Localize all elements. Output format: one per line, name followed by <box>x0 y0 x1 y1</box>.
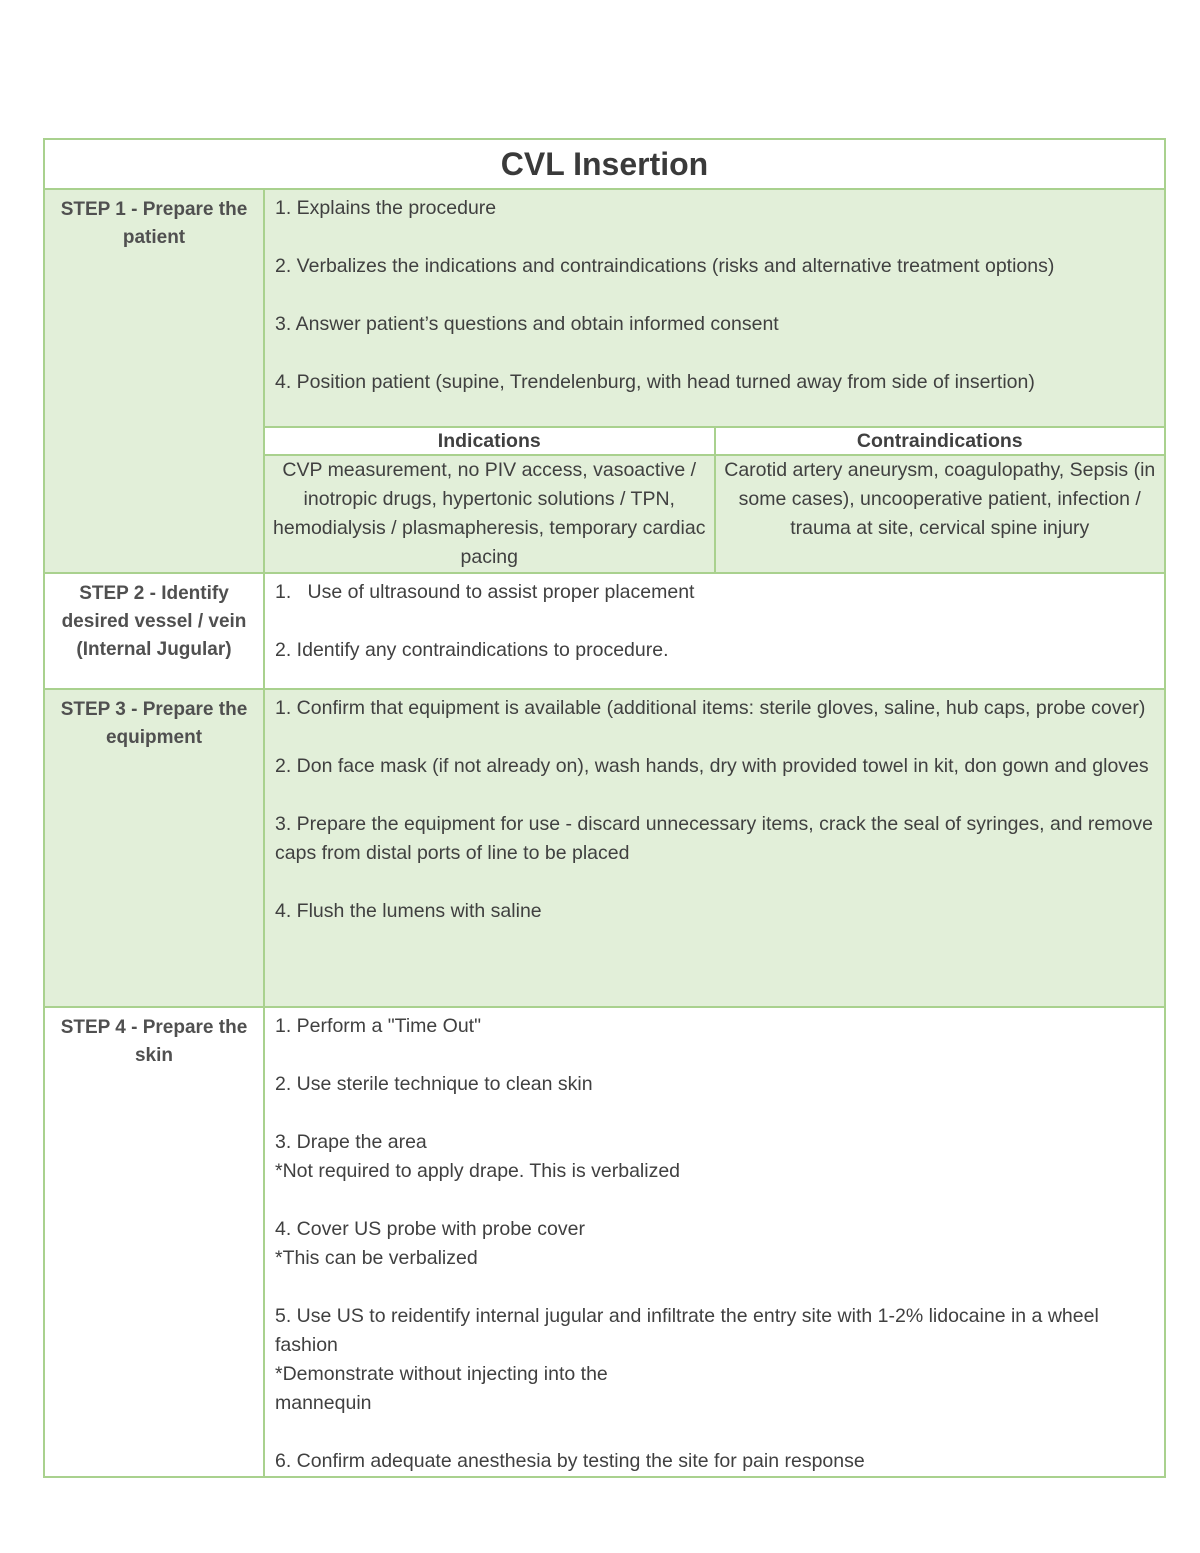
step-4-item-6: 6. Confirm adequate anesthesia by testing the site for pain response <box>275 1450 865 1472</box>
step-4-label: STEP 4 - Prepare the skin <box>44 1007 264 1477</box>
step-1-content <box>264 189 1165 573</box>
contraindications-cell: Carotid artery aneurysm, coagulopathy, Sepsis (in some cases), uncooperative patient, infection / trauma at site, cervical spine injury <box>715 455 1165 572</box>
step-4-item-4: 4. Cover US probe with probe cover <box>275 1218 585 1240</box>
step-4-row <box>44 1007 1165 1477</box>
step-1-row <box>44 189 1165 573</box>
step-3-row <box>44 689 1165 1007</box>
indications-header: Indications <box>265 427 715 455</box>
step-4-content <box>264 1007 1165 1477</box>
step-1-item-2: 2. Verbalizes the indications and contraindications (risks and alternative treatment options) <box>275 255 1055 277</box>
page-title: CVL Insertion <box>44 139 1165 189</box>
step-2-content <box>264 573 1165 689</box>
step-4-note-lidocaine-1: *Demonstrate without injecting into the <box>275 1363 608 1385</box>
step-4-item-3: 3. Drape the area <box>275 1131 427 1153</box>
step-2-item-2: 2. Identify any contraindications to procedure. <box>275 639 669 661</box>
cvl-insertion-table <box>43 138 1166 1478</box>
indications-cell: CVP measurement, no PIV access, vasoactive / inotropic drugs, hypertonic solutions / TPN, hemodialysis / plasmapheresis, temporary cardiac pacing <box>265 455 715 572</box>
step-4-item-5: 5. Use US to reidentify internal jugular and infiltrate the entry site with 1-2% lidocaine in a wheel fashion <box>275 1305 1099 1356</box>
step-2-item-1: 1. Use of ultrasound to assist proper placement <box>275 581 695 603</box>
step-4-note-drape: *Not required to apply drape. This is verbalized <box>275 1160 681 1182</box>
step-3-item-1: 1. Confirm that equipment is available (additional items: sterile gloves, saline, hub caps, probe cover) <box>275 697 1146 719</box>
step-4-note-lidocaine-2: mannequin <box>275 1392 372 1414</box>
step-1-item-1: 1. Explains the procedure <box>275 197 497 219</box>
step-4-note-probe: *This can be verbalized <box>275 1247 478 1269</box>
step-3-item-4: 4. Flush the lumens with saline <box>275 900 542 922</box>
document-page <box>43 138 1166 1478</box>
contraindications-header: Contraindications <box>715 427 1165 455</box>
step-3-item-2: 2. Don face mask (if not already on), wash hands, dry with provided towel in kit, don gown and gloves <box>275 755 1149 777</box>
indications-table <box>265 426 1164 572</box>
step-3-content <box>264 689 1165 1007</box>
title-row <box>44 139 1165 189</box>
step-1-item-4: 4. Position patient (supine, Trendelenburg, with head turned away from side of insertion) <box>275 371 1035 393</box>
step-4-item-2: 2. Use sterile technique to clean skin <box>275 1073 593 1095</box>
step-1-item-3: 3. Answer patient’s questions and obtain informed consent <box>275 313 779 335</box>
step-4-item-1: 1. Perform a "Time Out" <box>275 1015 482 1037</box>
step-3-label: STEP 3 - Prepare the equipment <box>44 689 264 1007</box>
step-2-label: STEP 2 - Identify desired vessel / vein (Internal Jugular) <box>44 573 264 689</box>
step-1-label: STEP 1 - Prepare the patient <box>44 189 264 573</box>
step-2-row <box>44 573 1165 689</box>
step-3-item-3: 3. Prepare the equipment for use - discard unnecessary items, crack the seal of syringes, and remove caps from distal ports of line to be placed <box>275 813 1153 864</box>
